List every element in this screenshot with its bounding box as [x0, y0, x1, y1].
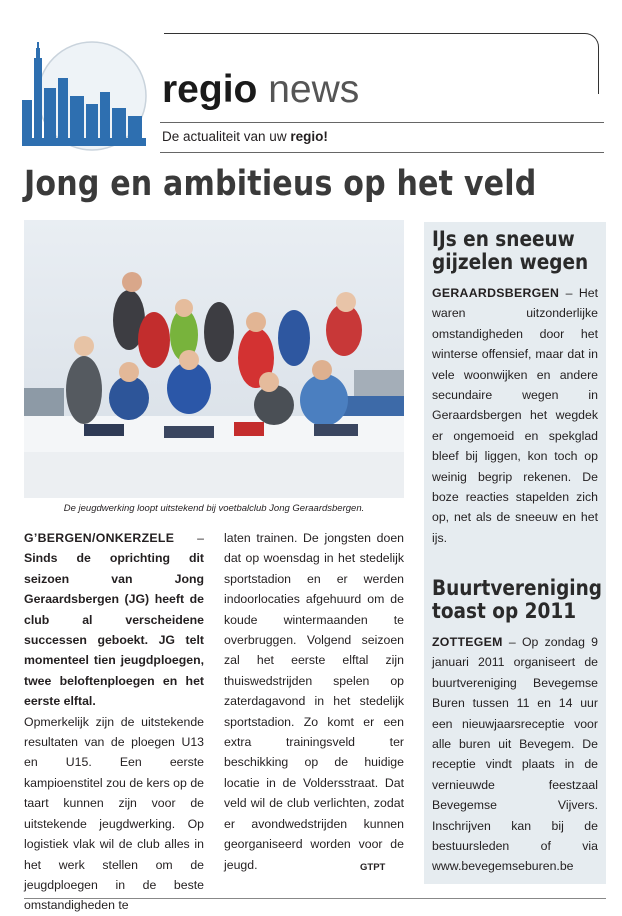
tagline-bold: regio! [290, 129, 328, 144]
article-headline: Jong en ambitieus op het veld [24, 164, 537, 204]
sidebar-item-1-title-line2: gijzelen wegen [432, 250, 589, 274]
article-body-2: laten trainen. De jongsten doen dat op woensdag in het stedelijk sportstadion en er werden indoorlocaties afgehuurd om de koude wintermaanden te overbruggen. Volgend seizoen zal het eerste elftal zijn thuiswedstrijden spelen op zaterdagavond in het stedelijk sportstadion. Zo komt er een extra trainingsveld ter beschikking op de huidige locatie in de Voldersstraat. Dat veld wil de club verlichten, zodat er avondwedstrijden kunnen georganiseerd worden voor de jeugd. [224, 531, 404, 872]
article-column-2 [224, 528, 404, 875]
sidebar-item-1-title-line1: IJs en sneeuw [432, 227, 575, 251]
sidebar-item-2-title [432, 577, 602, 623]
sidebar-item-1-title [432, 228, 588, 274]
article-dateline: G’BERGEN/ONKERZELE [24, 531, 175, 545]
article-lead: Sinds de oprichting dit seizoen van Jong Geraardsbergen (JG) heeft de club al verscheidene successen geboekt. JG telt momenteel tien jeugdploegen, twee beloftenploegen en het eerste elftal. [24, 551, 204, 709]
brand-bold: regio [162, 68, 258, 111]
sidebar-item-2-text: Op zondag 9 januari 2011 organiseert de buurtvereniging Bevegemse Buren tussen 11 en 14 uur een nieuwjaarsreceptie voor alle buren uit Bevegem. De receptie vindt plaats in de vernieuwde feestzaal Bevegemse Vijvers. Inschrijven kan bij de bestuursleden of via www.bevegemseburen.be [432, 635, 598, 874]
brand-name [162, 68, 359, 112]
sidebar-item-1-dash: – [559, 286, 579, 300]
article-column-1 [24, 528, 204, 916]
team-photo [24, 220, 404, 498]
sidebar-item-2-body [432, 632, 598, 877]
article-credit: GTPT [360, 862, 386, 873]
header-divider-bottom [160, 152, 604, 153]
sidebar-item-1-text: Het waren uitzonderlijke omstandigheden door het winterse offensief, maar dat in vele woonwijken en andere secundaire wegen in Geraardsbergen het wegdek er ongemoeid en spekglad bleef bij liggen, kon toch op weinig begrip rekenen. De boze reacties stapelden zich op, net als de sneeuw en het ijs. [432, 286, 598, 545]
sidebar-item-1-dateline: GERAARDSBERGEN [432, 286, 560, 300]
sidebar-item-2-title-line1: Buurtvereniging [432, 576, 603, 600]
article-body-1: Opmerkelijk zijn de uitstekende resultaten van de ploegen U13 en U15. Een eerste kampioenstitel zou de kers op de taart kunnen zijn voor de uitstekende jeugdwerking. Op logistiek vlak wil de club alles in het werk stellen om de jeugdploegen in de beste omstandigheden te [24, 714, 204, 913]
sidebar-item-2-dateline: ZOTTEGEM [432, 635, 503, 649]
brand-light: news [268, 68, 360, 111]
bottom-rule [24, 898, 606, 899]
tagline [162, 128, 328, 146]
article-dash: – [174, 531, 204, 545]
sidebar-item-2-dash: – [502, 635, 522, 649]
header-divider [160, 122, 604, 123]
regio-news-logo [22, 38, 150, 156]
sidebar-item-2-title-line2: toast op 2011 [432, 599, 577, 623]
tagline-prefix: De actualiteit van uw [162, 129, 291, 144]
photo-caption: De jeugdwerking loopt uitstekend bij voetbalclub Jong Geraardsbergen. [63, 503, 365, 514]
sidebar-item-1-body [432, 283, 598, 548]
